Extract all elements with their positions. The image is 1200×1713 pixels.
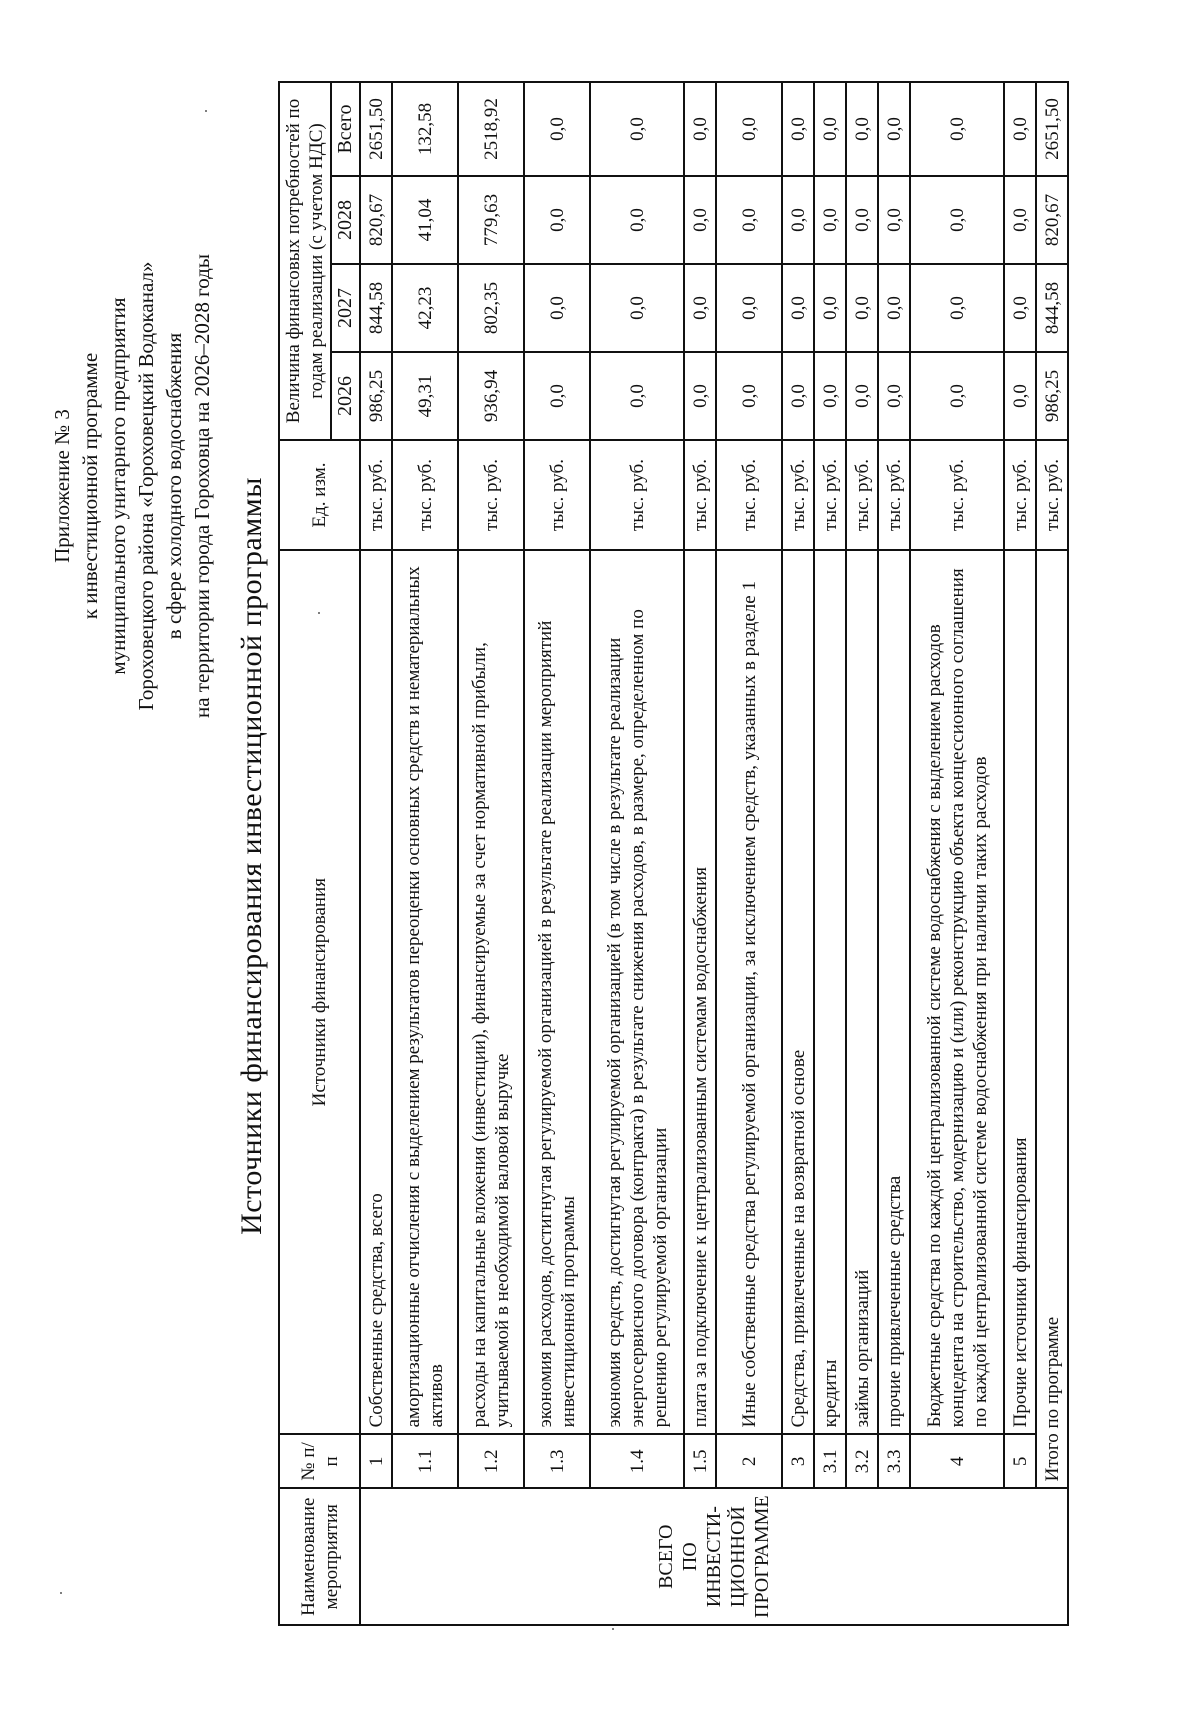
row-unit: тыс. руб. (814, 440, 846, 550)
appendix-line: Гороховецкого района «Гороховецкий Водоканал» (134, 261, 158, 711)
row-2027: 0,0 (814, 264, 846, 352)
row-2027: 0,0 (782, 264, 814, 352)
row-2026: 0,0 (782, 352, 814, 440)
header-event: Наименование мероприятия (279, 1488, 360, 1625)
row-source: прочие привлеченные средства (878, 550, 910, 1434)
appendix-line: Приложение № 3 (50, 409, 74, 563)
row-total: 0,0 (814, 82, 846, 176)
row-num: 3 (782, 1434, 814, 1488)
event-name-line: ВСЕГО (655, 1524, 677, 1589)
row-2027: 0,0 (846, 264, 878, 352)
row-unit: тыс. руб. (716, 440, 782, 550)
row-unit: тыс. руб. (1004, 440, 1036, 550)
row-2028: 0,0 (910, 176, 1004, 264)
total-2026: 986,25 (1036, 352, 1068, 440)
row-source: Средства, привлеченные на возвратной основе (782, 550, 814, 1434)
row-source: Прочие источники финансирования (1004, 550, 1036, 1434)
row-total: 2518,92 (458, 82, 524, 176)
table-row (458, 82, 524, 1625)
row-source: кредиты (814, 550, 846, 1434)
row-2026: 0,0 (1004, 352, 1036, 440)
rotated-page (30, 46, 1170, 1666)
row-unit: тыс. руб. (590, 440, 684, 550)
row-num: 1.1 (392, 1434, 458, 1488)
table-row (814, 82, 846, 1625)
row-total: 0,0 (590, 82, 684, 176)
row-source: экономия расходов, достигнутая регулируемой организацией в результате реализации мероприятий инвестиционной программы (524, 550, 590, 1434)
row-2026: 0,0 (814, 352, 846, 440)
table-row (846, 82, 878, 1625)
row-total: 0,0 (524, 82, 590, 176)
header-needs: Величина финансовых потребностей по годам реализации (с учетом НДС) (279, 82, 331, 440)
table-row (878, 82, 910, 1625)
row-2027: 0,0 (1004, 264, 1036, 352)
row-source: Собственные средства, всего (360, 550, 392, 1434)
row-2026: 0,0 (910, 352, 1004, 440)
table-row (684, 82, 716, 1625)
row-num: 1.3 (524, 1434, 590, 1488)
row-2028: 41,04 (392, 176, 458, 264)
table-row (360, 82, 392, 1625)
total-2027: 844,58 (1036, 264, 1068, 352)
appendix-header (48, 86, 216, 886)
row-2026: 0,0 (878, 352, 910, 440)
row-num: 1.4 (590, 1434, 684, 1488)
row-num: 4 (910, 1434, 1004, 1488)
row-unit: тыс. руб. (458, 440, 524, 550)
row-2028: 0,0 (716, 176, 782, 264)
table-row (1004, 82, 1036, 1625)
row-2027: 0,0 (878, 264, 910, 352)
row-total: 0,0 (846, 82, 878, 176)
table-row (782, 82, 814, 1625)
event-name-line: ПРОГРАММЕ (751, 1495, 773, 1618)
total-2028: 820,67 (1036, 176, 1068, 264)
row-2026: 49,31 (392, 352, 458, 440)
row-source: плата за подключение к централизованным системам водоснабжения (684, 550, 716, 1434)
total-unit: тыс. руб. (1036, 440, 1068, 550)
row-num: 2 (716, 1434, 782, 1488)
row-2026: 0,0 (590, 352, 684, 440)
row-total: 0,0 (1004, 82, 1036, 176)
row-total: 0,0 (684, 82, 716, 176)
row-total: 0,0 (716, 82, 782, 176)
row-source: Бюджетные средства по каждой централизованной системе водоснабжения с выделением расходов концедента на строительство, модернизацию и (или) реконструкцию объекта концессионного соглашения по каждой централизованной системе водоснабжения при наличии таких расходов (910, 550, 1004, 1434)
header-source: Источники финансирования (279, 550, 360, 1434)
header-unit: Ед. изм. (279, 440, 360, 550)
row-2028: 820,67 (360, 176, 392, 264)
row-unit: тыс. руб. (360, 440, 392, 550)
row-2026: 936,94 (458, 352, 524, 440)
appendix-line: к инвестиционной программе (78, 352, 102, 620)
row-unit: тыс. руб. (524, 440, 590, 550)
document-title: Источники финансирования инвестиционной программы (235, 477, 268, 1235)
row-unit: тыс. руб. (392, 440, 458, 550)
row-2028: 0,0 (814, 176, 846, 264)
row-unit: тыс. руб. (846, 440, 878, 550)
row-2026: 0,0 (846, 352, 878, 440)
row-source: амортизационные отчисления с выделением результатов переоценки основных средств и нематериальных активов (392, 550, 458, 1434)
row-2027: 0,0 (684, 264, 716, 352)
appendix-line: в сфере холодного водоснабжения (162, 332, 186, 640)
header-year-2027: 2027 (331, 264, 360, 352)
row-2026: 986,25 (360, 352, 392, 440)
row-2028: 0,0 (684, 176, 716, 264)
table-row (716, 82, 782, 1625)
row-num: 1.2 (458, 1434, 524, 1488)
row-unit: тыс. руб. (782, 440, 814, 550)
appendix-line: на территории города Гороховца на 2026–2028 годы (190, 254, 214, 718)
row-total: 0,0 (878, 82, 910, 176)
row-total: 2651,50 (360, 82, 392, 176)
row-2026: 0,0 (524, 352, 590, 440)
table-row (524, 82, 590, 1625)
header-total: Всего (331, 82, 360, 176)
event-name-cell (360, 1488, 1068, 1625)
row-source: экономия средств, достигнутая регулируемой организацией (в том числе в результате реализации энергосервисного договора (контракта) в результате снижения расходов, в размере, определенном по решению регулируемой организации (590, 550, 684, 1434)
row-2028: 0,0 (1004, 176, 1036, 264)
event-name-line: ПО ИНВЕСТИ- (679, 1506, 725, 1608)
table-row (392, 82, 458, 1625)
row-2027: 42,23 (392, 264, 458, 352)
financing-table (278, 81, 1069, 1626)
header-year-2026: 2026 (331, 352, 360, 440)
table-total-row (1036, 82, 1068, 1625)
header-num: № п/п (279, 1434, 360, 1488)
row-2027: 0,0 (590, 264, 684, 352)
total-all: 2651,50 (1036, 82, 1068, 176)
row-num: 3.2 (846, 1434, 878, 1488)
row-unit: тыс. руб. (684, 440, 716, 550)
table-row (590, 82, 684, 1625)
row-total: 0,0 (910, 82, 1004, 176)
total-label: Итого по программе (1036, 550, 1068, 1488)
row-2028: 0,0 (846, 176, 878, 264)
row-num: 1.5 (684, 1434, 716, 1488)
row-2028: 779,63 (458, 176, 524, 264)
row-2028: 0,0 (878, 176, 910, 264)
table-header-row (279, 82, 331, 1625)
header-year-2028: 2028 (331, 176, 360, 264)
row-2028: 0,0 (590, 176, 684, 264)
row-2028: 0,0 (524, 176, 590, 264)
row-source: займы организаций (846, 550, 878, 1434)
row-2027: 802,35 (458, 264, 524, 352)
row-2027: 0,0 (910, 264, 1004, 352)
row-unit: тыс. руб. (878, 440, 910, 550)
appendix-line: муниципального унитарного предприятия (106, 297, 130, 675)
row-2028: 0,0 (782, 176, 814, 264)
row-num: 5 (1004, 1434, 1036, 1488)
row-num: 1 (360, 1434, 392, 1488)
row-2027: 0,0 (716, 264, 782, 352)
event-name-line: ЦИОННОЙ (727, 1506, 749, 1608)
row-total: 0,0 (782, 82, 814, 176)
row-2026: 0,0 (684, 352, 716, 440)
row-unit: тыс. руб. (910, 440, 1004, 550)
row-2027: 0,0 (524, 264, 590, 352)
row-2026: 0,0 (716, 352, 782, 440)
row-2027: 844,58 (360, 264, 392, 352)
row-source: Иные собственные средства регулируемой организации, за исключением средств, указанных в разделе 1 (716, 550, 782, 1434)
row-num: 3.1 (814, 1434, 846, 1488)
row-source: расходы на капитальные вложения (инвестиции), финансируемые за счет нормативной прибыли, учитываемой в необходимой валовой выручке (458, 550, 524, 1434)
row-num: 3.3 (878, 1434, 910, 1488)
row-total: 132,58 (392, 82, 458, 176)
table-row (910, 82, 1004, 1625)
